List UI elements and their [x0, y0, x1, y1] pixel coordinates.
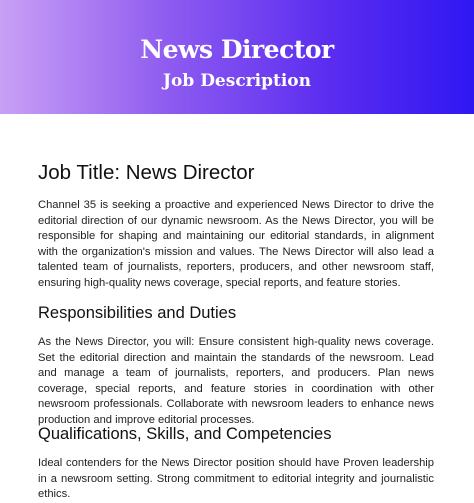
qualifications-section — [38, 422, 434, 503]
qualifications-paragraph: Ideal contenders for the News Director position should have Proven leadership in a newsroom setting. Strong commitment to editorial integrity and journalistic ethics. — [38, 457, 434, 501]
job-title-section — [38, 158, 434, 292]
document-subtitle: Job Description — [163, 71, 311, 91]
header-banner — [0, 0, 474, 114]
job-title-heading: Job Title: News Director — [38, 161, 255, 184]
job-summary-paragraph: Channel 35 is seeking a proactive and experienced News Director to drive the editorial direction of our dynamic newsroom. As the News Director, you will be responsible for shaping and maintaining our editorial standards, in alignment with the organization's mission and values. The News Director will also lead a talented team of journalists, reporters, producers, and other newsroom staff, ensuring high-quality news coverage, special reports, and feature stories. — [38, 199, 434, 289]
qualifications-heading: Qualifications, Skills, and Competencies — [38, 425, 332, 443]
responsibilities-section — [38, 301, 434, 429]
responsibilities-heading: Responsibilities and Duties — [38, 304, 237, 322]
document-title: News Director — [140, 35, 334, 64]
responsibilities-paragraph: As the News Director, you will: Ensure consistent high-quality news coverage. Set the editorial direction and maintain the standards of the newsroom. Lead and manage a team of journalists, reporters, and producers. Plan news coverage, special reports, and feature stories in coordination with other newsroom professionals. Collaborate with newsroom leaders to enhance news production and improve editorial processes. — [38, 336, 434, 426]
